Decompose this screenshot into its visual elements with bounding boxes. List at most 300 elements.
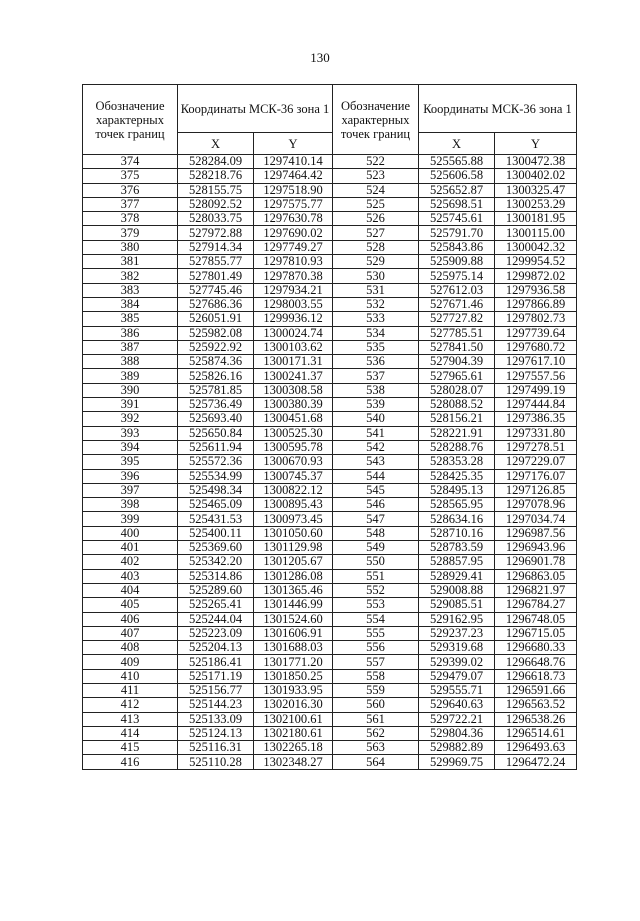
x-coord-cell: 529969.75 (419, 755, 495, 769)
table-row (83, 340, 577, 354)
point-id-cell: 409 (83, 655, 178, 669)
y-coord-cell: 1297078.96 (495, 498, 577, 512)
x-coord-cell: 525133.09 (178, 712, 254, 726)
point-id-cell: 537 (333, 369, 419, 383)
y-coord-cell: 1296680.33 (495, 641, 577, 655)
x-coord-cell: 525745.61 (419, 212, 495, 226)
point-id-cell: 411 (83, 683, 178, 697)
x-coord-cell: 527727.82 (419, 312, 495, 326)
point-id-cell: 562 (333, 726, 419, 740)
table-row (83, 355, 577, 369)
table-row (83, 183, 577, 197)
table-row (83, 569, 577, 583)
point-id-cell: 385 (83, 312, 178, 326)
point-id-cell: 539 (333, 398, 419, 412)
x-coord-cell: 529804.36 (419, 726, 495, 740)
point-id-cell: 381 (83, 255, 178, 269)
y-header-left: Y (254, 133, 333, 155)
x-coord-cell: 525244.04 (178, 612, 254, 626)
y-coord-cell: 1298003.55 (254, 297, 333, 311)
point-id-cell: 403 (83, 569, 178, 583)
y-coord-cell: 1296987.56 (495, 526, 577, 540)
y-coord-cell: 1297934.21 (254, 283, 333, 297)
y-coord-cell: 1296943.96 (495, 541, 577, 555)
table-row (83, 655, 577, 669)
table-row (83, 269, 577, 283)
x-coord-cell: 528857.95 (419, 555, 495, 569)
x-coord-cell: 525400.11 (178, 526, 254, 540)
y-coord-cell: 1300042.32 (495, 240, 577, 254)
y-coord-cell: 1300973.45 (254, 512, 333, 526)
x-coord-cell: 525650.84 (178, 426, 254, 440)
y-coord-cell: 1297464.42 (254, 169, 333, 183)
x-coord-cell: 527972.88 (178, 226, 254, 240)
x-coord-cell: 525498.34 (178, 483, 254, 497)
y-coord-cell: 1300325.47 (495, 183, 577, 197)
page-number: 130 (310, 50, 330, 65)
table-row (83, 426, 577, 440)
x-coord-cell: 525171.19 (178, 669, 254, 683)
x-coord-cell: 529640.63 (419, 698, 495, 712)
y-coord-cell: 1300822.12 (254, 483, 333, 497)
x-coord-cell: 527686.36 (178, 297, 254, 311)
x-coord-cell: 529085.51 (419, 598, 495, 612)
point-id-cell: 416 (83, 755, 178, 769)
y-coord-cell: 1300241.37 (254, 369, 333, 383)
y-coord-cell: 1301771.20 (254, 655, 333, 669)
point-id-cell: 380 (83, 240, 178, 254)
coords-header-left: Координаты МСК-36 зона 1 (178, 85, 333, 133)
point-id-cell: 540 (333, 412, 419, 426)
point-id-cell: 552 (333, 583, 419, 597)
point-id-cell: 395 (83, 455, 178, 469)
point-id-cell: 405 (83, 598, 178, 612)
point-id-cell: 555 (333, 626, 419, 640)
point-id-cell: 384 (83, 297, 178, 311)
x-coord-cell: 525186.41 (178, 655, 254, 669)
table-row (83, 369, 577, 383)
point-id-cell: 396 (83, 469, 178, 483)
table-row (83, 197, 577, 211)
x-coord-cell: 529237.23 (419, 626, 495, 640)
y-coord-cell: 1301606.91 (254, 626, 333, 640)
x-coord-cell: 525843.86 (419, 240, 495, 254)
x-coord-cell: 528929.41 (419, 569, 495, 583)
y-coord-cell: 1300895.43 (254, 498, 333, 512)
point-id-cell: 408 (83, 641, 178, 655)
y-coord-cell: 1297410.14 (254, 155, 333, 169)
y-coord-cell: 1297229.07 (495, 455, 577, 469)
y-coord-cell: 1297444.84 (495, 398, 577, 412)
y-coord-cell: 1297126.85 (495, 483, 577, 497)
y-coord-cell: 1300103.62 (254, 340, 333, 354)
point-id-cell: 388 (83, 355, 178, 369)
coordinates-table (82, 84, 577, 770)
x-coord-cell: 529162.95 (419, 612, 495, 626)
point-id-cell: 564 (333, 755, 419, 769)
x-coord-cell: 528710.16 (419, 526, 495, 540)
y-coord-cell: 1296901.78 (495, 555, 577, 569)
x-coord-cell: 525110.28 (178, 755, 254, 769)
x-coord-cell: 528284.09 (178, 155, 254, 169)
table-row (83, 412, 577, 426)
x-coord-cell: 525909.88 (419, 255, 495, 269)
point-id-cell: 387 (83, 340, 178, 354)
y-coord-cell: 1297866.89 (495, 297, 577, 311)
y-coord-cell: 1301688.03 (254, 641, 333, 655)
y-coord-cell: 1297386.35 (495, 412, 577, 426)
point-id-cell: 376 (83, 183, 178, 197)
x-coord-cell: 525204.13 (178, 641, 254, 655)
table-row (83, 283, 577, 297)
point-id-cell: 523 (333, 169, 419, 183)
point-id-cell: 415 (83, 741, 178, 755)
y-coord-cell: 1302348.27 (254, 755, 333, 769)
y-coord-cell: 1297034.74 (495, 512, 577, 526)
point-id-cell: 541 (333, 426, 419, 440)
point-id-cell: 375 (83, 169, 178, 183)
y-coord-cell: 1297810.93 (254, 255, 333, 269)
x-coord-cell: 525736.49 (178, 398, 254, 412)
point-id-cell: 532 (333, 297, 419, 311)
point-id-cell: 546 (333, 498, 419, 512)
point-id-cell: 404 (83, 583, 178, 597)
table-body (83, 155, 577, 770)
x-coord-cell: 525369.60 (178, 541, 254, 555)
point-id-cell: 557 (333, 655, 419, 669)
y-coord-cell: 1297617.10 (495, 355, 577, 369)
x-coord-cell: 527801.49 (178, 269, 254, 283)
point-id-cell: 374 (83, 155, 178, 169)
x-coord-cell: 528221.91 (419, 426, 495, 440)
table-row (83, 440, 577, 454)
point-id-cell: 538 (333, 383, 419, 397)
point-id-cell: 554 (333, 612, 419, 626)
point-id-cell: 393 (83, 426, 178, 440)
x-coord-cell: 525606.58 (419, 169, 495, 183)
table-row (83, 555, 577, 569)
y-coord-cell: 1297749.27 (254, 240, 333, 254)
y-coord-cell: 1297680.72 (495, 340, 577, 354)
y-coord-cell: 1301365.46 (254, 583, 333, 597)
y-coord-cell: 1297518.90 (254, 183, 333, 197)
y-coord-cell: 1297802.73 (495, 312, 577, 326)
x-coord-cell: 528088.52 (419, 398, 495, 412)
x-coord-cell: 525342.20 (178, 555, 254, 569)
x-coord-cell: 525116.31 (178, 741, 254, 755)
x-coord-cell: 529882.89 (419, 741, 495, 755)
x-coord-cell: 525826.16 (178, 369, 254, 383)
point-id-cell: 407 (83, 626, 178, 640)
x-coord-cell: 525124.13 (178, 726, 254, 740)
x-coord-cell: 525314.86 (178, 569, 254, 583)
point-id-cell: 553 (333, 598, 419, 612)
x-coord-cell: 527671.46 (419, 297, 495, 311)
y-coord-cell: 1296514.61 (495, 726, 577, 740)
point-id-cell: 524 (333, 183, 419, 197)
table-row (83, 526, 577, 540)
x-coord-cell: 527904.39 (419, 355, 495, 369)
x-coord-cell: 527965.61 (419, 369, 495, 383)
point-id-cell: 527 (333, 226, 419, 240)
y-coord-cell: 1299936.12 (254, 312, 333, 326)
y-coord-cell: 1297739.64 (495, 326, 577, 340)
point-id-cell: 378 (83, 212, 178, 226)
table-row (83, 169, 577, 183)
x-coord-cell: 528028.07 (419, 383, 495, 397)
y-coord-cell: 1300253.29 (495, 197, 577, 211)
point-id-cell: 392 (83, 412, 178, 426)
x-coord-cell: 525781.85 (178, 383, 254, 397)
point-id-cell: 382 (83, 269, 178, 283)
y-coord-cell: 1297575.77 (254, 197, 333, 211)
point-id-cell: 412 (83, 698, 178, 712)
y-coord-cell: 1296591.66 (495, 683, 577, 697)
x-coord-cell: 525465.09 (178, 498, 254, 512)
y-coord-cell: 1299872.02 (495, 269, 577, 283)
x-coord-cell: 529722.21 (419, 712, 495, 726)
point-id-cell: 386 (83, 326, 178, 340)
x-coord-cell: 525693.40 (178, 412, 254, 426)
y-coord-cell: 1301524.60 (254, 612, 333, 626)
point-id-cell: 413 (83, 712, 178, 726)
table-row (83, 712, 577, 726)
x-coord-cell: 528425.35 (419, 469, 495, 483)
y-coord-cell: 1296538.26 (495, 712, 577, 726)
x-coord-cell: 525698.51 (419, 197, 495, 211)
point-id-cell: 534 (333, 326, 419, 340)
y-coord-cell: 1300670.93 (254, 455, 333, 469)
table-row (83, 583, 577, 597)
y-coord-cell: 1296618.73 (495, 669, 577, 683)
x-coord-cell: 525289.60 (178, 583, 254, 597)
point-id-cell: 531 (333, 283, 419, 297)
y-coord-cell: 1297557.56 (495, 369, 577, 383)
table-row (83, 541, 577, 555)
x-coord-cell: 525611.94 (178, 440, 254, 454)
point-id-cell: 528 (333, 240, 419, 254)
y-coord-cell: 1296748.05 (495, 612, 577, 626)
y-coord-cell: 1297278.51 (495, 440, 577, 454)
y-coord-cell: 1297499.19 (495, 383, 577, 397)
y-coord-cell: 1301446.99 (254, 598, 333, 612)
table-row (83, 683, 577, 697)
y-coord-cell: 1300171.31 (254, 355, 333, 369)
table-row (83, 626, 577, 640)
y-coord-cell: 1300024.74 (254, 326, 333, 340)
table-row (83, 326, 577, 340)
x-coord-cell: 529479.07 (419, 669, 495, 683)
y-coord-cell: 1296648.76 (495, 655, 577, 669)
y-coord-cell: 1296493.63 (495, 741, 577, 755)
designation-header-left: Обозначение характерных точек границ (83, 85, 178, 155)
y-coord-cell: 1300451.68 (254, 412, 333, 426)
point-id-cell: 533 (333, 312, 419, 326)
table-row (83, 212, 577, 226)
point-id-cell: 397 (83, 483, 178, 497)
y-coord-cell: 1301129.98 (254, 541, 333, 555)
point-id-cell: 551 (333, 569, 419, 583)
y-coord-cell: 1300380.39 (254, 398, 333, 412)
x-coord-cell: 529008.88 (419, 583, 495, 597)
x-header-left: X (178, 133, 254, 155)
x-coord-cell: 529319.68 (419, 641, 495, 655)
y-coord-cell: 1302265.18 (254, 741, 333, 755)
point-id-cell: 559 (333, 683, 419, 697)
table-row (83, 755, 577, 769)
table-row (83, 155, 577, 169)
x-coord-cell: 525265.41 (178, 598, 254, 612)
point-id-cell: 399 (83, 512, 178, 526)
table-row (83, 312, 577, 326)
point-id-cell: 536 (333, 355, 419, 369)
point-id-cell: 402 (83, 555, 178, 569)
table-row (83, 726, 577, 740)
y-coord-cell: 1301205.67 (254, 555, 333, 569)
point-id-cell: 548 (333, 526, 419, 540)
point-id-cell: 550 (333, 555, 419, 569)
x-coord-cell: 525572.36 (178, 455, 254, 469)
x-coord-cell: 525534.99 (178, 469, 254, 483)
designation-header-right: Обозначение характерных точек границ (333, 85, 419, 155)
table-row (83, 698, 577, 712)
coords-header-right: Координаты МСК-36 зона 1 (419, 85, 577, 133)
table-row (83, 469, 577, 483)
x-coord-cell: 525144.23 (178, 698, 254, 712)
y-coord-cell: 1297870.38 (254, 269, 333, 283)
x-coord-cell: 527785.51 (419, 326, 495, 340)
x-coord-cell: 528156.21 (419, 412, 495, 426)
point-id-cell: 398 (83, 498, 178, 512)
table-row (83, 741, 577, 755)
point-id-cell: 526 (333, 212, 419, 226)
x-coord-cell: 525791.70 (419, 226, 495, 240)
point-id-cell: 549 (333, 541, 419, 555)
table-row (83, 598, 577, 612)
x-coord-cell: 527841.50 (419, 340, 495, 354)
point-id-cell: 543 (333, 455, 419, 469)
point-id-cell: 389 (83, 369, 178, 383)
table-row (83, 240, 577, 254)
y-header-right: Y (495, 133, 577, 155)
x-coord-cell: 527745.46 (178, 283, 254, 297)
x-coord-cell: 525982.08 (178, 326, 254, 340)
x-coord-cell: 528155.75 (178, 183, 254, 197)
point-id-cell: 383 (83, 283, 178, 297)
x-coord-cell: 525565.88 (419, 155, 495, 169)
point-id-cell: 530 (333, 269, 419, 283)
y-coord-cell: 1296821.97 (495, 583, 577, 597)
point-id-cell: 529 (333, 255, 419, 269)
x-coord-cell: 528565.95 (419, 498, 495, 512)
point-id-cell: 379 (83, 226, 178, 240)
y-coord-cell: 1297331.80 (495, 426, 577, 440)
x-coord-cell: 525156.77 (178, 683, 254, 697)
x-coord-cell: 528218.76 (178, 169, 254, 183)
y-coord-cell: 1300745.37 (254, 469, 333, 483)
y-coord-cell: 1300115.00 (495, 226, 577, 240)
x-coord-cell: 528033.75 (178, 212, 254, 226)
x-coord-cell: 529555.71 (419, 683, 495, 697)
point-id-cell: 560 (333, 698, 419, 712)
y-coord-cell: 1301933.95 (254, 683, 333, 697)
y-coord-cell: 1300402.02 (495, 169, 577, 183)
y-coord-cell: 1297630.78 (254, 212, 333, 226)
y-coord-cell: 1301850.25 (254, 669, 333, 683)
x-coord-cell: 527914.34 (178, 240, 254, 254)
x-coord-cell: 526051.91 (178, 312, 254, 326)
table-row (83, 255, 577, 269)
x-header-right: X (419, 133, 495, 155)
point-id-cell: 401 (83, 541, 178, 555)
point-id-cell: 406 (83, 612, 178, 626)
point-id-cell: 542 (333, 440, 419, 454)
y-coord-cell: 1302100.61 (254, 712, 333, 726)
x-coord-cell: 529399.02 (419, 655, 495, 669)
y-coord-cell: 1297936.58 (495, 283, 577, 297)
point-id-cell: 414 (83, 726, 178, 740)
y-coord-cell: 1302016.30 (254, 698, 333, 712)
y-coord-cell: 1301286.08 (254, 569, 333, 583)
point-id-cell: 545 (333, 483, 419, 497)
table-row (83, 641, 577, 655)
point-id-cell: 410 (83, 669, 178, 683)
x-coord-cell: 527612.03 (419, 283, 495, 297)
y-coord-cell: 1302180.61 (254, 726, 333, 740)
y-coord-cell: 1297690.02 (254, 226, 333, 240)
point-id-cell: 558 (333, 669, 419, 683)
table-row (83, 226, 577, 240)
x-coord-cell: 525431.53 (178, 512, 254, 526)
x-coord-cell: 525975.14 (419, 269, 495, 283)
y-coord-cell: 1301050.60 (254, 526, 333, 540)
point-id-cell: 561 (333, 712, 419, 726)
y-coord-cell: 1296715.05 (495, 626, 577, 640)
x-coord-cell: 527855.77 (178, 255, 254, 269)
y-coord-cell: 1300525.30 (254, 426, 333, 440)
x-coord-cell: 528495.13 (419, 483, 495, 497)
x-coord-cell: 528288.76 (419, 440, 495, 454)
table-row (83, 669, 577, 683)
point-id-cell: 535 (333, 340, 419, 354)
y-coord-cell: 1296863.05 (495, 569, 577, 583)
point-id-cell: 377 (83, 197, 178, 211)
y-coord-cell: 1296784.27 (495, 598, 577, 612)
point-id-cell: 547 (333, 512, 419, 526)
point-id-cell: 400 (83, 526, 178, 540)
y-coord-cell: 1300308.58 (254, 383, 333, 397)
table-row (83, 297, 577, 311)
y-coord-cell: 1299954.52 (495, 255, 577, 269)
point-id-cell: 563 (333, 741, 419, 755)
x-coord-cell: 528353.28 (419, 455, 495, 469)
table-row (83, 483, 577, 497)
y-coord-cell: 1300181.95 (495, 212, 577, 226)
x-coord-cell: 528092.52 (178, 197, 254, 211)
table-row (83, 512, 577, 526)
point-id-cell: 394 (83, 440, 178, 454)
x-coord-cell: 525223.09 (178, 626, 254, 640)
x-coord-cell: 525874.36 (178, 355, 254, 369)
point-id-cell: 556 (333, 641, 419, 655)
table-row (83, 455, 577, 469)
table-row (83, 398, 577, 412)
point-id-cell: 522 (333, 155, 419, 169)
y-coord-cell: 1296563.52 (495, 698, 577, 712)
x-coord-cell: 525922.92 (178, 340, 254, 354)
y-coord-cell: 1300595.78 (254, 440, 333, 454)
x-coord-cell: 528783.59 (419, 541, 495, 555)
